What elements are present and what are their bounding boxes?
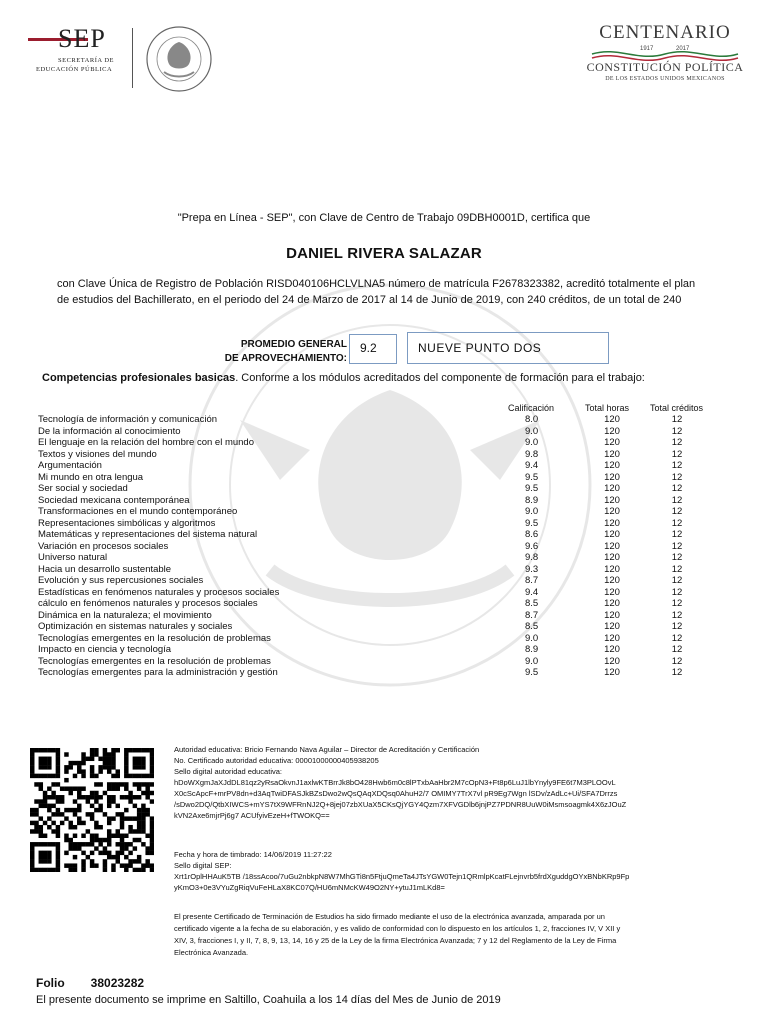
subject-cell: Estadísticas en fenómenos naturales y procesos sociales	[38, 586, 280, 598]
grade-cell: 9.0	[525, 437, 539, 448]
seal-label: Sello digital autoridad educativa:	[174, 767, 282, 776]
table-row	[0, 656, 768, 667]
centenario-year-right: 2017	[676, 46, 690, 52]
subject-cell: De la información al conocimiento	[38, 425, 181, 437]
hours-cell: 120	[604, 471, 620, 483]
credits-cell: 12	[671, 425, 683, 437]
hours-cell: 120	[604, 540, 620, 552]
table-row	[0, 437, 768, 448]
certificate-body	[57, 276, 719, 308]
subject-cell: Matemáticas y representaciones del sistema natural	[38, 529, 258, 540]
subject-cell: Tecnologías emergentes para la administración y gestión	[38, 667, 278, 678]
hours-cell: 120	[604, 460, 620, 471]
hours-cell: 120	[604, 563, 620, 575]
subject-cell: Tecnologías emergentes en la resolución de problemas	[38, 632, 271, 644]
credits-cell: 12	[671, 529, 683, 540]
competencias-bold: Competencias profesionales basicas	[42, 372, 236, 384]
grade-cell: 9.4	[525, 586, 539, 598]
grade-cell: 9.5	[525, 667, 539, 678]
student-name: DANIEL RIVERA SALAZAR	[286, 245, 482, 262]
grade-cell: 8.9	[525, 494, 539, 506]
grade-cell: 9.0	[525, 425, 539, 437]
sep-logo-line2: EDUCACIÓN PÚBLICA	[36, 66, 113, 73]
grade-cell: 9.8	[525, 448, 539, 460]
certificate-body-line1: con Clave Única de Registro de Población RISD040106HCLVLNA5 número de matrícula F2678323382, acreditó totalmente el plan	[57, 278, 696, 290]
competencias-rest: . Conforme a los módulos acreditados del componente de formación para el trabajo:	[235, 372, 645, 384]
average-words-box: NUEVE PUNTO DOS	[407, 332, 609, 364]
credits-cell: 12	[671, 448, 683, 460]
sep-seal-label: Sello digital SEP:	[174, 861, 232, 870]
sep-seal-line-1: Xrt1rOplHHAuK5TB /18ssAcoo/7uGu2nbkpN8W7MhGTi8n5FtjuQmeTa4JTsYGW0Tejn1QRmlpKcatFLejnvrb5frdXguddgOYxBNbKRp9Fp	[174, 872, 630, 881]
hours-cell: 120	[604, 448, 620, 460]
sep-logo	[28, 24, 258, 94]
subject-cell: Ser social y sociedad	[38, 483, 128, 494]
centenario-title: CENTENARIO	[599, 22, 731, 43]
table-row	[0, 575, 768, 586]
legal-line-1: El presente Certificado de Terminación de Estudios ha sido firmado mediante el uso de la electrónica avanzada, amparada por un	[174, 912, 605, 921]
hours-cell: 120	[604, 575, 620, 586]
authority-line: Autoridad educativa: Bricio Fernando Nava Aguilar – Director de Acreditación y Certificación	[174, 745, 480, 754]
grade-cell: 8.6	[525, 529, 539, 540]
hours-cell: 120	[604, 632, 620, 644]
hours-cell: 120	[604, 506, 620, 517]
authority-signature-block	[174, 744, 754, 821]
table-row	[0, 541, 768, 552]
sep-logo-divider	[132, 28, 133, 88]
hours-cell: 120	[604, 644, 620, 655]
sep-logo-name: SEP	[58, 24, 106, 53]
table-row	[0, 426, 768, 437]
credits-cell: 12	[671, 506, 683, 517]
credits-cell: 12	[671, 494, 683, 506]
table-row	[0, 564, 768, 575]
grade-cell: 9.0	[525, 655, 539, 667]
table-row	[0, 495, 768, 506]
hours-cell: 120	[604, 494, 620, 506]
table-row	[0, 483, 768, 494]
table-row	[0, 610, 768, 621]
credits-cell: 12	[671, 414, 683, 425]
grade-cell: 8.7	[525, 609, 539, 621]
hours-cell: 120	[604, 425, 620, 437]
hours-cell: 120	[604, 414, 620, 425]
subject-cell: El lenguaje en la relación del hombre con el mundo	[38, 437, 254, 448]
qr-code	[30, 748, 154, 872]
seal-line-3: /sDwo2DQ/QtbXIWCS+mYS7tX9WFRnNJ2Q+8jej07zbXUaX5CKsQjYGY4Qzm7XFVGDlb6jnjPZ7PDNR8UuW0iMsmsoagmk4X6zJOuZ	[174, 800, 627, 809]
credits-cell: 12	[671, 609, 683, 621]
grade-cell: 8.5	[525, 621, 539, 632]
subject-cell: Tecnologías emergentes en la resolución de problemas	[38, 655, 271, 667]
grade-cell: 9.4	[525, 460, 539, 471]
centenario-year-left: 1917	[640, 46, 654, 52]
table-row	[0, 460, 768, 471]
credits-cell: 12	[671, 598, 683, 609]
hours-cell: 120	[604, 437, 620, 448]
sep-seal-block	[174, 849, 754, 893]
subject-cell: Textos y visiones del mundo	[38, 448, 157, 460]
seal-line-1: hDoWXgmJaXJdDL81qz2yRsaOkvnJ1axlwKTBrrJk8bO428Hwb6m0c8lPTxbAaHbr2M7cOpN3+Ft8p6LuJ1lbYnyly9FE6t7M3PLOOvL	[174, 778, 616, 787]
hours-cell: 120	[604, 609, 620, 621]
table-row	[0, 506, 768, 517]
subject-cell: Optimización en sistemas naturales y sociales	[38, 621, 233, 632]
hours-cell: 120	[604, 621, 620, 632]
grade-cell: 9.5	[525, 483, 539, 494]
subject-cell: Dinámica en la naturaleza; el movimiento	[38, 609, 212, 621]
folio-label: Folio	[36, 976, 65, 990]
table-row	[0, 552, 768, 563]
centenario-line2: DE LOS ESTADOS UNIDOS MEXICANOS	[605, 76, 725, 82]
subject-cell: Hacia un desarrollo sustentable	[38, 563, 172, 575]
credits-cell: 12	[671, 471, 683, 483]
grade-cell: 8.5	[525, 598, 539, 609]
legal-line-2: certificado vigente a la fecha de su elaboración, y es valido de conformidad con lo dispuesto en los artículos 1, 2, fracciones IV, V XII y	[174, 924, 621, 933]
average-value-box: 9.2	[349, 334, 397, 364]
grade-cell: 8.0	[525, 414, 539, 425]
grade-cell: 9.0	[525, 632, 539, 644]
hours-cell: 120	[604, 655, 620, 667]
table-row	[0, 644, 768, 655]
hours-cell: 120	[604, 586, 620, 598]
grade-cell: 9.5	[525, 517, 539, 529]
hours-cell: 120	[604, 483, 620, 494]
subject-cell: cálculo en fenómenos naturales y procesos sociales	[38, 598, 258, 609]
legal-text	[174, 911, 754, 959]
credits-cell: 12	[671, 575, 683, 586]
mexican-eagle-seal-icon	[144, 24, 214, 94]
credits-cell: 12	[671, 540, 683, 552]
average-label	[205, 338, 347, 366]
table-row	[0, 518, 768, 529]
credits-cell: 12	[671, 586, 683, 598]
hours-cell: 120	[604, 598, 620, 609]
subject-cell: Impacto en ciencia y tecnología	[38, 644, 172, 655]
folio	[36, 976, 170, 990]
folio-number: 38023282	[90, 976, 145, 990]
sep-logo-line1: SECRETARÍA DE	[58, 57, 114, 64]
centenario-logo	[580, 22, 750, 110]
column-header-grade: Calificación	[508, 403, 555, 413]
table-row	[0, 529, 768, 540]
grade-cell: 9.5	[525, 471, 539, 483]
table-row	[0, 633, 768, 644]
sep-seal-line-2: yKmO3+0e3VYuZgRiqVuFeHLaX8KC07Q/HU6mNMcKW49O2NY+ytuJ1mLKd8=	[174, 883, 445, 892]
legal-line-4: Electrónica Avanzada.	[174, 948, 249, 957]
table-row	[0, 472, 768, 483]
credits-cell: 12	[671, 644, 683, 655]
grade-cell: 9.0	[525, 506, 539, 517]
certificate-intro: "Prepa en Línea - SEP", con Clave de Centro de Trabajo 09DBH0001D, certifica que	[177, 212, 591, 224]
certificate-body-line2: de estudios del Bachillerato, en el periodo del 24 de Marzo de 2017 al 14 de Junio de 2019, con 240 créditos, de un total de 240	[57, 294, 682, 306]
competencias-heading	[42, 372, 645, 384]
subject-cell: Argumentación	[38, 460, 102, 471]
subject-cell: Evolución y sus repercusiones sociales	[38, 575, 204, 586]
grade-cell: 9.8	[525, 552, 539, 563]
centenario-line1: CONSTITUCIÓN POLÍTICA	[586, 60, 744, 74]
subject-cell: Tecnología de información y comunicación	[38, 414, 218, 425]
subject-cell: Representaciones simbólicas y algoritmos	[38, 517, 216, 529]
credits-cell: 12	[671, 667, 683, 678]
seal-line-4: kVN2Axe6mjrPj6g7 ACUfyivEzeH+fTWOKQ==	[174, 811, 330, 820]
subject-cell: Variación en procesos sociales	[38, 540, 169, 552]
credits-cell: 12	[671, 632, 683, 644]
table-row	[0, 621, 768, 632]
subject-cell: Universo natural	[38, 552, 108, 563]
hours-cell: 120	[604, 667, 620, 678]
footer-note: El presente documento se imprime en Saltillo, Coahuila a los 14 días del Mes de Junio de 2019	[36, 994, 501, 1006]
stamp-date-line: Fecha y hora de timbrado: 14/06/2019 11:27:22	[174, 850, 332, 859]
hours-cell: 120	[604, 552, 620, 563]
grade-cell: 8.7	[525, 575, 539, 586]
grade-cell: 9.6	[525, 540, 539, 552]
hours-cell: 120	[604, 517, 620, 529]
average-label-line2: DE APROVECHAMIENTO:	[224, 353, 347, 364]
column-header-hours: Total horas	[585, 403, 630, 413]
table-row	[0, 667, 768, 678]
certificate-number-line: No. Certificado autoridad educativa: 00001000000405938205	[174, 756, 379, 765]
subject-cell: Transformaciones en el mundo contemporáneo	[38, 506, 238, 517]
seal-line-2: X0cScApcF+mrPV8dn+d3AqTwiDFASJkBZsDwo2wQsQAqXDQsq0AhuH2/7 OMIMY7TrX7vl pR9Eg7Wgn lSDv/zAdLc+Ui/SFA7Drrzs	[174, 789, 618, 798]
subject-cell: Mi mundo en otra lengua	[38, 471, 144, 483]
table-row	[0, 414, 768, 425]
credits-cell: 12	[671, 517, 683, 529]
grade-cell: 8.9	[525, 644, 539, 655]
credits-cell: 12	[671, 655, 683, 667]
credits-cell: 12	[671, 621, 683, 632]
legal-line-3: XIV, 3, fracciones I, y II, 7, 8, 9, 13, 14, 16 y 25 de la Ley de la firma Electrónica Avanzada; 7 y 12 del Reglamento de la Ley de Firma	[174, 936, 617, 945]
subject-cell: Sociedad mexicana contemporánea	[38, 494, 190, 506]
grade-cell: 9.3	[525, 563, 539, 575]
table-row	[0, 598, 768, 609]
credits-cell: 12	[671, 483, 683, 494]
credits-cell: 12	[671, 563, 683, 575]
column-header-credits: Total créditos	[650, 403, 704, 413]
credits-cell: 12	[671, 460, 683, 471]
table-row	[0, 449, 768, 460]
hours-cell: 120	[604, 529, 620, 540]
credits-cell: 12	[671, 437, 683, 448]
average-label-line1: PROMEDIO GENERAL	[240, 339, 347, 350]
credits-cell: 12	[671, 552, 683, 563]
table-row	[0, 587, 768, 598]
